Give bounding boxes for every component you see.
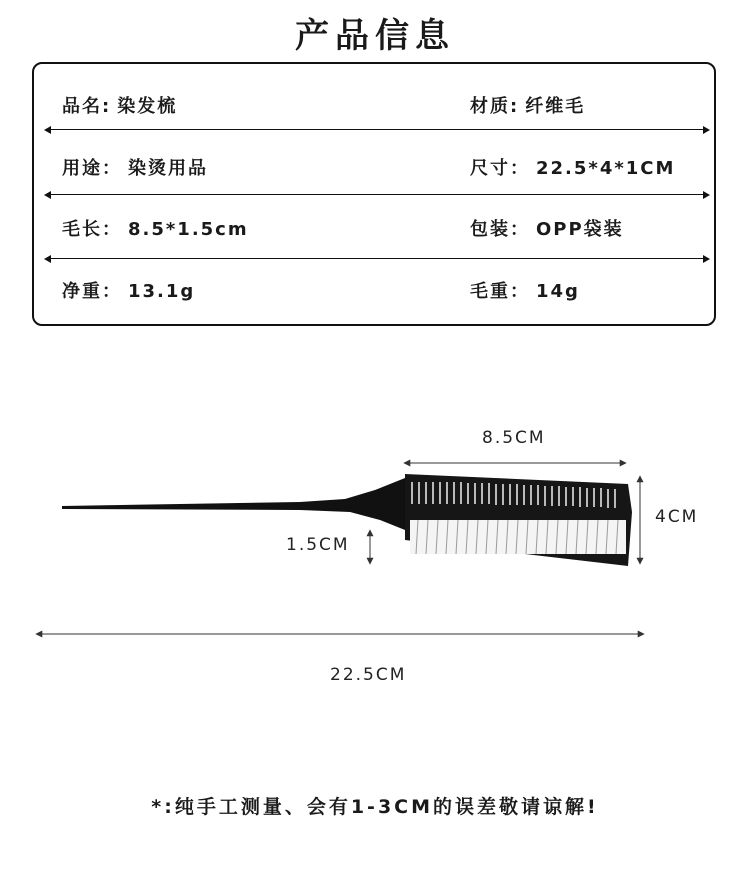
dim-label-bristle-height: 1.5CM (286, 535, 350, 555)
dim-label-total-length: 22.5CM (330, 665, 407, 685)
spec-value: 染烫用品 (128, 158, 208, 179)
measurement-disclaimer: *:纯手工测量、会有1-3CM的误差敬请谅解! (151, 796, 599, 818)
comb-bristles (410, 520, 626, 554)
spec-value: OPP袋装 (536, 219, 624, 240)
spec-value: 13.1g (128, 281, 196, 302)
spec-label: 净重： (62, 281, 122, 302)
spec-label: 尺寸： (470, 158, 530, 179)
spec-label: 毛长： (62, 219, 122, 240)
spec-value: 染发梳 (117, 96, 178, 117)
spec-value: 14g (536, 281, 580, 302)
dim-label-bristle-length: 8.5CM (482, 428, 546, 448)
dim-label-height: 4CM (655, 507, 699, 527)
spec-label: 毛重： (470, 281, 530, 302)
spec-label: 品名: (62, 96, 112, 117)
page-title: 产品信息 (295, 16, 455, 56)
spec-value: 22.5*4*1CM (536, 158, 676, 179)
spec-label: 用途： (62, 158, 122, 179)
spec-label: 包装： (470, 219, 530, 240)
spec-value: 8.5*1.5cm (128, 219, 249, 240)
spec-label: 材质: (470, 96, 520, 117)
spec-value: 纤维毛 (525, 96, 586, 117)
comb-tail (62, 478, 410, 532)
